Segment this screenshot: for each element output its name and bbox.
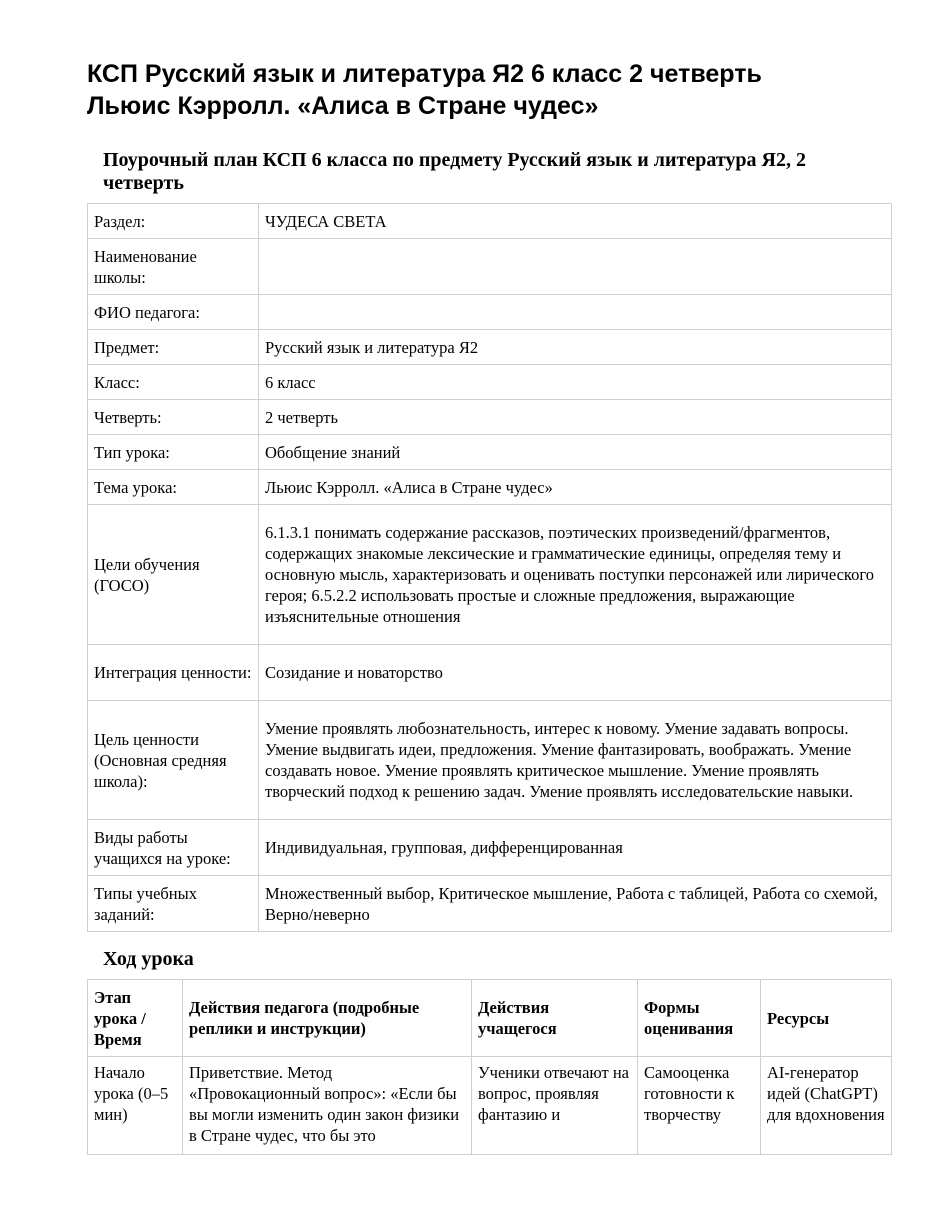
- info-label: Типы учебных заданий:: [88, 876, 259, 932]
- info-row-learning-objectives: [88, 505, 892, 645]
- info-value: ЧУДЕСА СВЕТА: [259, 204, 892, 239]
- info-label: Цели обучения (ГОСО): [88, 505, 259, 645]
- info-row-school: [88, 239, 892, 295]
- info-label: Четверть:: [88, 400, 259, 435]
- cell-stage: [88, 1057, 183, 1155]
- lesson-flow-heading: Ход урока: [103, 948, 194, 970]
- cell-stage-text: Начало урока (0–5 мин): [94, 1063, 169, 1124]
- column-header-student-actions: Действия учащегося: [472, 980, 638, 1057]
- cell-student-actions: [472, 1057, 638, 1155]
- page-title: [87, 58, 877, 122]
- info-label: Тип урока:: [88, 435, 259, 470]
- column-header-stage: Этап урока / Время: [88, 980, 183, 1057]
- info-value: 6.1.3.1 понимать содержание рассказов, поэтических произведений/фрагментов, содержащих знакомые лексические и грамматические единицы, определяя тему и основную мысль, характеризовать и оценивать поступки персонажей или лирического героя; 6.5.2.2 использовать простые и сложные предложения, выражающие изъяснительные отношения: [259, 505, 892, 645]
- info-value: Русский язык и литература Я2: [259, 330, 892, 365]
- info-row-lesson-type: [88, 435, 892, 470]
- table-row: [88, 1057, 892, 1155]
- info-value: Умение проявлять любознательность, интерес к новому. Умение задавать вопросы. Умение выдвигать идеи, предложения. Умение фантазировать, воображать. Умение создавать новое. Умение проявлять критическое мышление. Умение проявлять творческий подход к решению задач. Умение проявлять исследовательские навыки.: [259, 701, 892, 820]
- info-label: Тема урока:: [88, 470, 259, 505]
- lesson-info-table: [87, 203, 892, 932]
- lesson-flow-table: [87, 979, 892, 1155]
- info-row-lesson-topic: [88, 470, 892, 505]
- cell-resources-text: AI-генератор идей (ChatGPT) для вдохновения: [767, 1063, 885, 1124]
- column-header-teacher-actions: Действия педагога (подробные реплики и инструкции): [183, 980, 472, 1057]
- info-value: Обобщение знаний: [259, 435, 892, 470]
- info-row-teacher: [88, 295, 892, 330]
- info-row-subject: [88, 330, 892, 365]
- info-row-quarter: [88, 400, 892, 435]
- info-label: Предмет:: [88, 330, 259, 365]
- column-header-resources: Ресурсы: [761, 980, 892, 1057]
- info-row-value-integration: [88, 645, 892, 701]
- info-value: 6 класс: [259, 365, 892, 400]
- info-value: 2 четверть: [259, 400, 892, 435]
- info-value: Созидание и новаторство: [259, 645, 892, 701]
- cell-resources: [761, 1057, 892, 1155]
- cell-assessment-text: Самооценка готовности к творчеству: [644, 1063, 735, 1124]
- info-row-value-goal: [88, 701, 892, 820]
- info-label: Раздел:: [88, 204, 259, 239]
- info-label: Цель ценности (Основная средняя школа):: [88, 701, 259, 820]
- info-value: Индивидуальная, групповая, дифференцированная: [259, 820, 892, 876]
- info-row-task-types: [88, 876, 892, 932]
- page-title-line-1: КСП Русский язык и литература Я2 6 класс 2 четверть: [87, 60, 762, 88]
- info-label: Интеграция ценности:: [88, 645, 259, 701]
- lesson-table-header-row: [88, 980, 892, 1057]
- cell-student-actions-text: Ученики отвечают на вопрос, проявляя фантазию и: [478, 1063, 630, 1124]
- info-label: Наименование школы:: [88, 239, 259, 295]
- cell-assessment: [638, 1057, 761, 1155]
- info-value: Множественный выбор, Критическое мышление, Работа с таблицей, Работа со схемой, Верно/неверно: [259, 876, 892, 932]
- info-label: ФИО педагога:: [88, 295, 259, 330]
- column-header-assessment: Формы оценивания: [638, 980, 761, 1057]
- info-row-work-types: [88, 820, 892, 876]
- info-label: Класс:: [88, 365, 259, 400]
- info-value: [259, 295, 892, 330]
- page-title-line-2: Льюис Кэрролл. «Алиса в Стране чудес»: [87, 92, 599, 120]
- info-row-section: [88, 204, 892, 239]
- info-value: Льюис Кэрролл. «Алиса в Стране чудес»: [259, 470, 892, 505]
- info-label: Виды работы учащихся на уроке:: [88, 820, 259, 876]
- cell-teacher-actions-text: Приветствие. Метод «Провокационный вопрос»: «Если бы вы могли изменить один закон физики в Стране чудес, что бы это: [189, 1063, 460, 1145]
- info-value: [259, 239, 892, 295]
- plan-heading: Поурочный план КСП 6 класса по предмету Русский язык и литература Я2, 2 четверть: [103, 149, 806, 194]
- cell-teacher-actions: [183, 1057, 472, 1155]
- info-row-grade: [88, 365, 892, 400]
